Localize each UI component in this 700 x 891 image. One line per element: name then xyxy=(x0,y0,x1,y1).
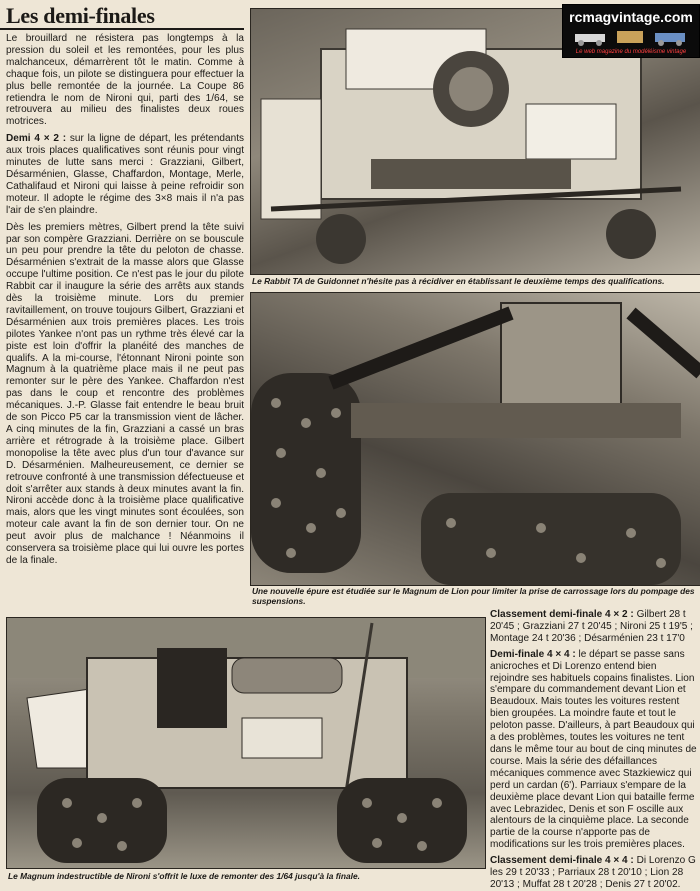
demi-4x4-lead: Demi-finale 4 × 4 : xyxy=(490,648,576,660)
photo-magnum-lion xyxy=(250,292,700,586)
photo-magnum-nironi xyxy=(6,617,486,869)
classement-4x2-text: Gilbert 28 t 20'45 ; Grazziani 27 t 20'45 ; Nironi 25 t 19'5 ; Montage 24 t 20'36 ; Désarménien 23 t 17'0 xyxy=(490,609,693,644)
magnum-lion-illustration xyxy=(251,293,700,585)
caption-photo1: Le Rabbit TA de Guidonnet n'hésite pas à récidiver en établissant le deuxième temps des qualifications. xyxy=(252,276,665,286)
title-rule xyxy=(0,28,244,30)
caption-photo3: Le Magnum indestructible de Nironi s'offrit le luxe de remonter des 1/64 jusqu'à la finale. xyxy=(8,871,360,881)
demi-4x4-text: le départ se passe sans anicroches et Di Lorenzo entend bien rejoindre ses habituels copains finalistes. Lion s'empare du commandement devant Lion et Beaudoux. Mais toutes les voitures restent bien groupées. La moindre faute et tout le peloton passe. D'ailleurs, à part Beaudoux qui a des problèmes, toutes les voitures ne tent dans le même tour au bout de cinq minutes de course. Mais la série des défaillances mécaniques commence avec Stazkiewicz qui perd un cardan (6'). Parriaux s'empare de la deuxième place devant Lion qui bataille ferme avec Lebrazidec, Denis et son F oscille aux alentours de la cinquième place. La seconde partie de la course n'apporte pas de modifications sur les trois premières places. xyxy=(490,648,697,851)
demi-4x2-paragraph xyxy=(6,133,244,216)
classement-4x4-text: Di Lorenzo G les 29 t 20'33 ; Parriaux 28 t 20'10 ; Lion 28 20'13 ; Muffat 28 t 20'28 ; Denis 27 t 20'02. xyxy=(490,855,696,889)
logo-brand: rcmagvintage.com xyxy=(569,9,693,25)
left-article-column xyxy=(6,33,244,572)
site-logo xyxy=(562,4,700,58)
race-report-paragraph: Dès les premiers mètres, Gilbert prend la tête suivi par son compère Grazziani. Derrière on se bouscule un peu pour prendre la tête du peloton de chasse. Désarménien s'extrait de la masse alors que Glasse occupe l'ultime position. Ce n'est pas le jour du pilote Rabbit car il inaugure la série des arrêts aux stands dès la troisième minute. Lors du premier ravitaillement, on trouve toujours Gilbert, Grazziani et Désarménien aux trois premières places. Les trois pilotes Yankee n'ont pas un rythme très élevé car la piste est loin d'offrir la planéité des manches de qualifs. A la mi-course, l'étonnant Nironi pointe son Magnum à la quatrième place mais il ne peut pas remonter sur le père des Yankee. Chaffardon n'est pas dans le coup et rencontre des problèmes mécaniques. J.-P. Glasse fait entendre le beau bruit de son Picco P5 car la transmission vient de lâcher. A cinq minutes de la fin, Grazziani a cassé un bras arrière et rétrograde à la troisième place. Gilbert monopolise la tête avec plus d'un tour d'avance sur D. Désarménien. Malheureusement, ce dernier se retrouve confronté à une transmission défectueuse et doit s'arrêter aux stands à deux minutes avant la fin. Nironi accède donc à la troisième place qualificative mais, alors que les vingt minutes sont écoulées, son moteur cale avant la fin de son dernier tour. On ne peut avoir plus de malchance ! Néanmoins il conservera sa troisième place qui lui ouvre les portes de la finale. xyxy=(6,221,244,566)
demi-4x4-paragraph xyxy=(490,649,698,851)
logo-tagline: Le web magazine du modéléisme vintage xyxy=(575,49,687,55)
caption-photo2: Une nouvelle épure est étudiée sur le Magnum de Lion pour limiter la prise de carrossage lors du pompage des suspensions. xyxy=(252,586,695,606)
classement-4x2-lead: Classement demi-finale 4 × 2 : xyxy=(490,609,634,620)
classement-4x4 xyxy=(490,855,698,889)
classement-4x4-lead: Classement demi-finale 4 × 4 : xyxy=(490,855,634,867)
page-title: Les demi-finales xyxy=(6,3,155,28)
magnum-nironi-illustration xyxy=(7,618,485,868)
classement-4x2 xyxy=(490,609,698,645)
demi-4x2-text: sur la ligne de départ, les prétendants aux trois places qualificatives sont réunis pour vingt minutes de lutte sans merci : Grazziani, Gilbert, Désarménien, Glasse, Chaffardon, Montage, Merle, Cathalifaud et Nironi qui laisse à peine refroidir son moteur. Il adopte le régime des 3×8 mais il n'a pas l'air de s'en plaindre. xyxy=(6,133,245,216)
demi-4x2-lead: Demi 4 × 2 : xyxy=(6,133,67,145)
logo-cars-icon xyxy=(571,27,691,47)
right-article-column xyxy=(490,609,698,889)
intro-paragraph: Le brouillard ne résistera pas longtemps à la pression du soleil et les remontées, pour les plus malchanceux, démarrèrent tôt le matin. Comme à chaque fois, un pilote se distinguera pour effectuer la plus belle remontée de la journée. La Coupe 86 retiendra le nom de Nironi qui, parti des 1/64, se retrouvera au milieu des finalistes deux roues motrices. xyxy=(6,33,244,128)
